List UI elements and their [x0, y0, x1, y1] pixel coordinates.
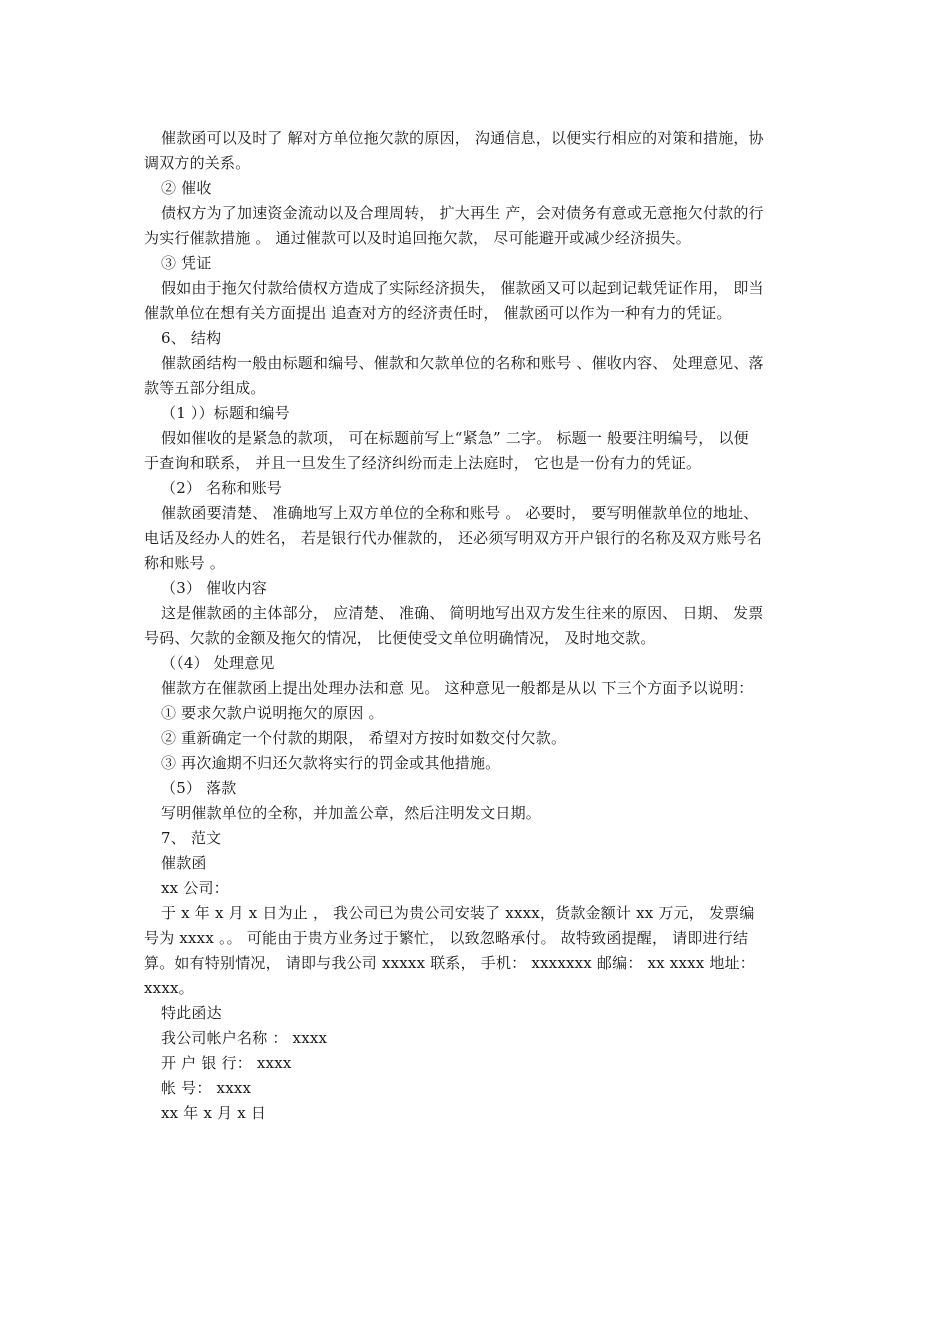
section-heading: ② 催收	[161, 179, 212, 197]
paragraph-line: 于查询和联系， 并且一旦发生了经济纠纷而走上法庭时， 它也是一份有力的凭证。	[144, 454, 702, 472]
paragraph-line: 这是催款函的主体部分， 应清楚、 准确、 简明地写出双方发生往来的原因、 日期、 发票	[161, 604, 764, 622]
letter-closing: 特此函达	[161, 1004, 222, 1022]
section-heading: 7、 范文	[161, 829, 222, 847]
section-heading: ③ 凭证	[161, 254, 212, 272]
paragraph-line: 催款函要清楚、 准确地写上双方单位的全称和账号 。 必要时， 要写明催款单位的地址、	[161, 504, 759, 522]
paragraph-line: 催款单位在想有关方面提出 追查对方的经济责任时， 催款函可以作为一种有力的凭证。	[144, 304, 732, 322]
document-body	[144, 126, 816, 1126]
list-item: ① 要求欠款户说明拖欠的原因 。	[161, 704, 384, 722]
letter-salutation: xx 公司：	[161, 879, 229, 897]
list-item: ② 重新确定一个付款的期限， 希望对方按时如数交付欠款。	[161, 729, 567, 747]
paragraph-line: 于 x 年 x 月 x 日为止 ， 我公司已为贵公司安装了 xxxx，货款金额计 xx 万元， 发票编	[161, 904, 755, 922]
paragraph-line: 假如催收的是紧急的款项， 可在标题前写上“紧急” 二字。 标题一 般要注明编号， 以便	[161, 429, 749, 447]
bank-name: 开 户 银 行： xxxx	[161, 1054, 292, 1072]
paragraph-line: 款等五部分组成。	[144, 379, 266, 397]
paragraph-line: 催款方在催款函上提出处理办法和意 见。 这种意见一般都是从以 下三个方面予以说明：	[161, 679, 754, 697]
paragraph-line: 电话及经办人的姓名， 若是银行代办催款的， 还必须写明双方开户银行的名称及双方账号名	[144, 529, 762, 547]
account-number: 帐 号： xxxx	[161, 1079, 252, 1097]
paragraph-line: 算。如有特别情况， 请即与我公司 xxxxx 联系， 手机： xxxxxxx 邮编： xx xxxx 地址：	[144, 954, 755, 972]
paragraph-line: 写明催款单位的全称，并加盖公章，然后注明发文日期。	[161, 804, 542, 822]
paragraph-line: 调双方的关系。	[144, 154, 251, 172]
paragraph-line: xxxx。	[144, 979, 194, 997]
letter-title: 催款函	[161, 854, 207, 872]
account-name: 我公司帐户名称 ： xxxx	[161, 1029, 328, 1047]
list-item: ③ 再次逾期不归还欠款将实行的罚金或其他措施。	[161, 754, 501, 772]
paragraph-line: 号码、欠款的金额及拖欠的情况， 比便使受文单位明确情况， 及时地交款。	[144, 629, 656, 647]
paragraph-line: 催款函可以及时了 解对方单位拖欠款的原因， 沟通信息，以便实行相应的对策和措施，协	[161, 129, 764, 147]
section-heading: （（4） 处理意见	[161, 654, 275, 672]
paragraph-line: 催款函结构一般由标题和编号、催款和欠款单位的名称和账号 、催收内容、 处理意见、落	[161, 354, 764, 372]
section-heading: （1 ））标题和编号	[161, 404, 290, 422]
paragraph-line: 假如由于拖欠付款给债权方造成了实际经济损失， 催款函又可以起到记载凭证作用， 即当	[161, 279, 764, 297]
paragraph-line: 为实行催款措施 。 通过催款可以及时追回拖欠款， 尽可能避开或减少经济损失。	[144, 229, 691, 247]
section-heading: （2） 名称和账号	[161, 479, 283, 497]
section-heading: （3） 催收内容	[161, 579, 267, 597]
letter-date: xx 年 x 月 x 日	[161, 1104, 267, 1122]
paragraph-line: 债权方为了加速资金流动以及合理周转， 扩大再生 产，会对债务有意或无意拖欠付款的行	[161, 204, 764, 222]
paragraph-line: 称和账号 。	[144, 554, 225, 572]
paragraph-line: 号为 xxxx 。。 可能由于贵方业务过于繁忙， 以致忽略承付。 故特致函提醒， 请即进行结	[144, 929, 749, 947]
section-heading: （5） 落款	[161, 779, 237, 797]
section-heading: 6、 结构	[161, 329, 222, 347]
